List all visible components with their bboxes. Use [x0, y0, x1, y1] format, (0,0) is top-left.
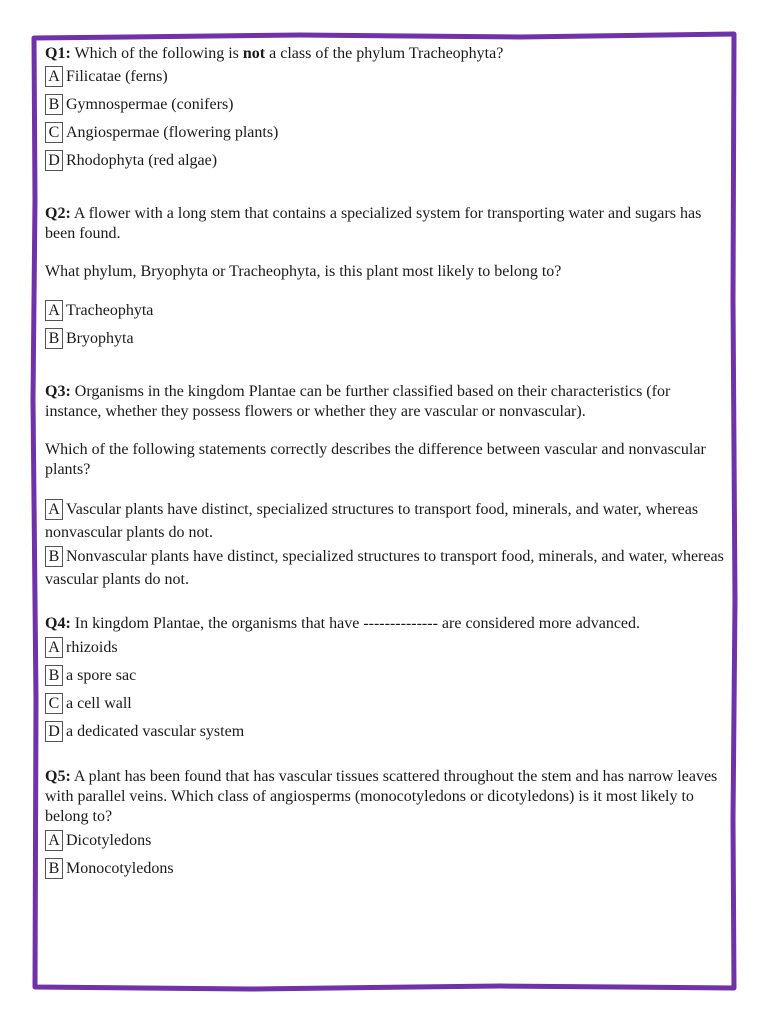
option-letter: A [45, 637, 63, 658]
option-b[interactable] [45, 665, 725, 686]
question-5 [45, 767, 725, 879]
question-number: Q5: [45, 768, 71, 785]
option-letter: C [45, 693, 63, 714]
option-text: Angiospermae (flowering plants) [66, 124, 279, 141]
question-text-part: a class of the phylum Tracheophyta? [265, 45, 504, 62]
answer-options [45, 498, 725, 591]
option-a[interactable] [45, 637, 725, 658]
option-text: a dedicated vascular system [66, 723, 245, 740]
question-4-text [45, 614, 725, 634]
question-2-text [45, 204, 725, 244]
option-b[interactable] [45, 94, 725, 115]
option-a[interactable] [45, 66, 725, 87]
option-text: a cell wall [66, 695, 132, 712]
option-letter: A [45, 66, 63, 87]
option-letter: B [45, 665, 63, 686]
option-text: Monocotyledons [66, 860, 174, 877]
question-4 [45, 614, 725, 742]
option-text: Nonvascular plants have distinct, specialized structures to transport food, minerals, and water, whereas vascular plants do not. [45, 548, 724, 588]
option-d[interactable] [45, 721, 725, 742]
option-letter: A [45, 300, 63, 321]
option-letter: D [45, 150, 63, 171]
question-text-part: Organisms in the kingdom Plantae can be further classified based on their characteristics (for instance, whether they possess flowers or whether they are vascular or nonvascular). [45, 383, 671, 420]
question-number: Q3: [45, 383, 71, 400]
option-text: a spore sac [66, 667, 137, 684]
option-text: Filicatae (ferns) [66, 68, 168, 85]
option-text: Vascular plants have distinct, specialized structures to transport food, minerals, and water, whereas nonvascular plants do not. [45, 501, 699, 541]
question-3-prompt: Which of the following statements correctly describes the difference between vascular and nonvascular plants? [45, 441, 706, 478]
question-5-text [45, 767, 725, 827]
option-d[interactable] [45, 150, 725, 171]
option-letter: A [45, 830, 63, 851]
option-text: rhizoids [66, 639, 118, 656]
question-2-prompt: What phylum, Bryophyta or Tracheophyta, is this plant most likely to belong to? [45, 263, 562, 280]
option-c[interactable] [45, 122, 725, 143]
question-number: Q4: [45, 615, 71, 632]
question-3 [45, 382, 725, 591]
option-letter: A [45, 499, 63, 520]
option-letter: D [45, 721, 63, 742]
option-a[interactable] [45, 300, 725, 321]
question-text-part: In kingdom Plantae, the organisms that have -------------- are considered more advanced. [70, 615, 641, 632]
option-a[interactable] [45, 830, 725, 851]
question-1 [45, 44, 725, 171]
option-b[interactable] [45, 328, 725, 349]
option-b[interactable] [45, 545, 725, 591]
answer-options [45, 300, 725, 349]
question-3-text [45, 382, 725, 422]
option-text: Bryophyta [66, 330, 134, 347]
option-a[interactable] [45, 498, 725, 544]
option-text: Dicotyledons [66, 832, 152, 849]
option-letter: B [45, 858, 63, 879]
option-text: Gymnospermae (conifers) [66, 96, 234, 113]
option-letter: B [45, 328, 63, 349]
question-1-text [45, 44, 725, 64]
option-c[interactable] [45, 693, 725, 714]
option-letter: B [45, 546, 63, 567]
emphasis: not [242, 45, 266, 62]
question-text-part: A plant has been found that has vascular tissues scattered throughout the stem and has narrow leaves with parallel veins. Which class of angiosperms (monocotyledons or dicotyledons) is it most likely to belong to? [45, 768, 718, 825]
worksheet [45, 44, 725, 886]
option-b[interactable] [45, 858, 725, 879]
option-text: Tracheophyta [66, 302, 154, 319]
answer-options [45, 637, 725, 742]
option-letter: C [45, 122, 63, 143]
answer-options [45, 66, 725, 171]
question-text-part: A flower with a long stem that contains a specialized system for transporting water and sugars has been found. [45, 205, 702, 242]
question-text-part: Which of the following is [70, 45, 243, 62]
answer-options [45, 830, 725, 879]
question-number: Q2: [45, 205, 71, 222]
question-2 [45, 204, 725, 349]
option-text: Rhodophyta (red algae) [66, 152, 218, 169]
option-letter: B [45, 94, 63, 115]
question-number: Q1: [45, 45, 71, 62]
